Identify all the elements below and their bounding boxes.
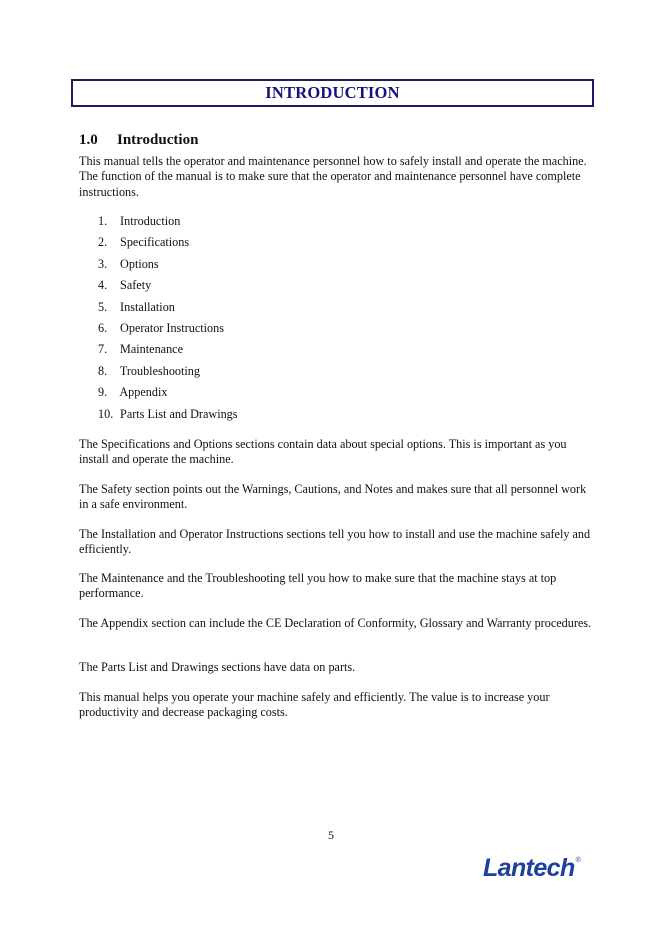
list-item-label: Introduction [120, 214, 181, 228]
installation-paragraph: The Installation and Operator Instructions sections tell you how to install and use the machine safely and efficiently. [79, 527, 591, 557]
registered-mark-icon: ® [575, 857, 581, 864]
list-item-label: Parts List and Drawings [120, 406, 238, 421]
list-item-number: 4. [98, 278, 108, 293]
list-item [98, 341, 238, 362]
safety-paragraph: The Safety section points out the Warnings, Cautions, and Notes and makes sure that all personnel work in a safe environment. [79, 482, 587, 512]
list-item-label: Safety [120, 278, 152, 293]
page-title: INTRODUCTION [265, 83, 400, 102]
list-item-number: 8. [98, 363, 108, 378]
parts-paragraph: The Parts List and Drawings sections have data on parts. [79, 660, 356, 674]
list-item-number: 7. [98, 342, 108, 357]
list-item-label: Troubleshooting [119, 363, 200, 378]
list-item-label: Appendix [119, 385, 168, 400]
list-item-label: Options [120, 256, 159, 271]
list-item-label: Installation [120, 299, 175, 314]
appendix-paragraph: The Appendix section can include the CE Declaration of Conformity, Glossary and Warranty procedures. [79, 616, 592, 630]
list-item [98, 299, 238, 320]
list-item-label: Operator Instructions [120, 320, 224, 335]
maintenance-paragraph: The Maintenance and the Troubleshooting tell you how to make sure that the machine stays at top performance. [79, 571, 557, 601]
section-number: 1.0 [79, 132, 98, 148]
list-item-number: 9. [98, 385, 108, 400]
specifications-paragraph: The Specifications and Options sections contain data about special options. This is important as you install and operate the machine. [79, 437, 567, 467]
title-banner [71, 79, 594, 107]
contents-list [98, 213, 238, 427]
list-item [98, 384, 238, 405]
list-item-number: 6. [98, 320, 108, 335]
section-title: Introduction [117, 132, 199, 148]
list-item [98, 363, 238, 384]
page-number: 5 [328, 828, 334, 842]
list-item [98, 234, 238, 255]
list-item [98, 256, 238, 277]
list-item-number: 10. [98, 406, 114, 421]
list-item [98, 277, 238, 298]
list-item-label: Maintenance [120, 342, 183, 357]
list-item [98, 320, 238, 341]
closing-paragraph: This manual helps you operate your machine safely and efficiently. The value is to increase your productivity and decrease packaging costs. [79, 690, 550, 720]
list-item-label: Specifications [120, 235, 190, 250]
intro-paragraph: This manual tells the operator and maintenance personnel how to safely install and operate the machine. The function of the manual is to make sure that the operator and maintenance personnel have complete instructions. [79, 154, 587, 199]
list-item-number: 3. [98, 256, 108, 271]
list-item [98, 406, 238, 427]
list-item-number: 1. [98, 214, 108, 228]
lantech-logo [483, 847, 581, 882]
list-item-number: 5. [98, 299, 108, 314]
list-item-number: 2. [98, 235, 108, 250]
section-heading [79, 131, 198, 149]
logo-text: Lantech [483, 854, 575, 882]
list-item [98, 213, 238, 234]
